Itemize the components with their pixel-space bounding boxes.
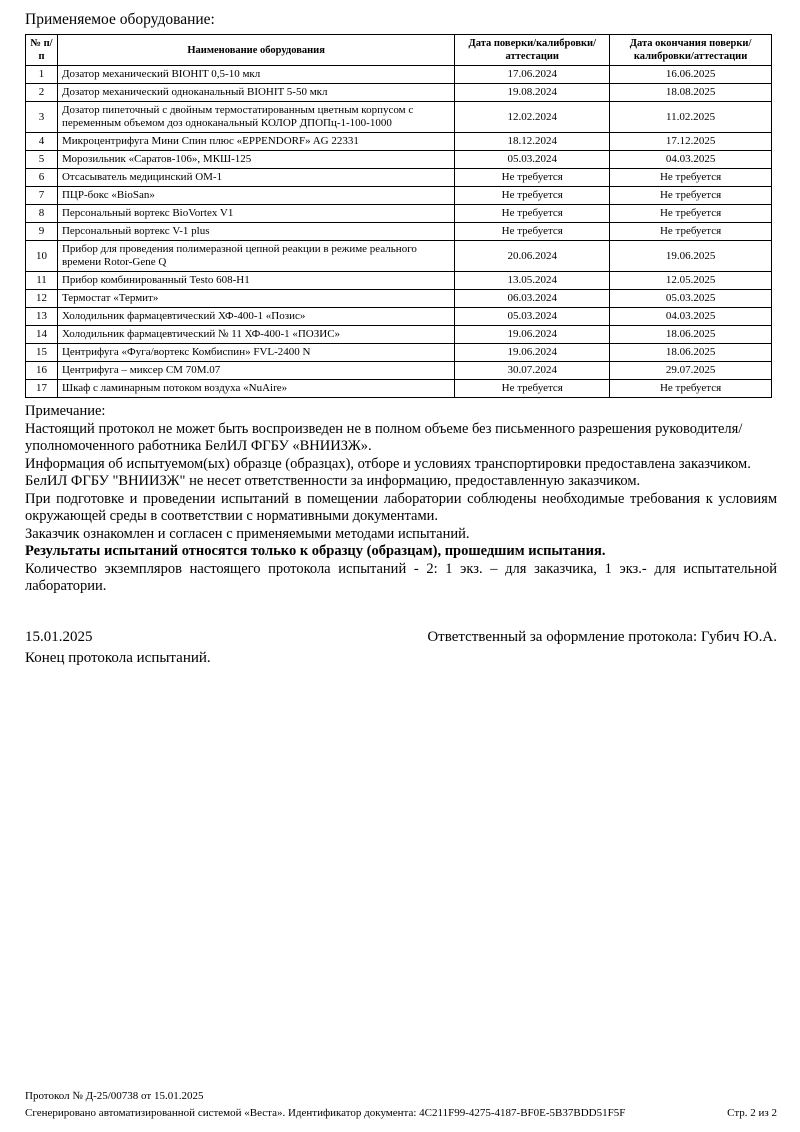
note-paragraph-results: Результаты испытаний относятся только к образцу (образцам), прошедшим испытания. [25, 543, 606, 559]
cell-end: Не требуется [610, 205, 772, 223]
table-row [26, 205, 772, 223]
table-row [26, 133, 772, 151]
cell-num: 2 [26, 84, 58, 102]
footer-protocol-number: Протокол № Д-25/00738 от 15.01.2025 [25, 1090, 204, 1102]
cell-num: 1 [26, 66, 58, 84]
cell-num: 13 [26, 308, 58, 326]
cell-end: 04.03.2025 [610, 151, 772, 169]
cell-end: 04.03.2025 [610, 308, 772, 326]
table-row [26, 187, 772, 205]
cell-num: 10 [26, 241, 58, 272]
equipment-table-body [26, 66, 772, 398]
cell-end: Не требуется [610, 169, 772, 187]
cell-end: Не требуется [610, 187, 772, 205]
table-row [26, 66, 772, 84]
cell-name: Дозатор пипеточный с двойным термостатированным цветным корпусом с переменным объемом доз одноканальный КОЛОР ДПОПц-1-100-1000 [57, 102, 454, 133]
responsible-person: Ответственный за оформление протокола: Губич Ю.А. [427, 628, 777, 645]
notes-section [25, 403, 777, 596]
cell-name: Персональный вортекс V-1 plus [57, 223, 454, 241]
col-header-verify-date: Дата поверки/калибровки/аттестации [455, 35, 610, 66]
cell-num: 3 [26, 102, 58, 133]
cell-date: 30.07.2024 [455, 362, 610, 380]
table-row [26, 151, 772, 169]
cell-end: 05.03.2025 [610, 290, 772, 308]
cell-date: 06.03.2024 [455, 290, 610, 308]
cell-name: Дозатор механический одноканальный BIOHIT 5-50 мкл [57, 84, 454, 102]
cell-name: Дозатор механический BIOHIT 0,5-10 мкл [57, 66, 454, 84]
cell-name: Шкаф с ламинарным потоком воздуха «NuAire» [57, 380, 454, 398]
table-row [26, 380, 772, 398]
cell-name: Центрифуга «Фуга/вортекс Комбиспин» FVL-2400 N [57, 344, 454, 362]
cell-end: 11.02.2025 [610, 102, 772, 133]
cell-num: 6 [26, 169, 58, 187]
page-footer [25, 1090, 777, 1120]
footer-page-number: Стр. 2 из 2 [727, 1107, 777, 1119]
cell-date: 19.06.2024 [455, 344, 610, 362]
footer-generated-text: Сгенерировано автоматизированной системой «Веста». Идентификатор документа: 4C211F99-4275-4187-BF0E-5B37BDD51F5F [25, 1107, 626, 1119]
cell-date: 12.02.2024 [455, 102, 610, 133]
table-row [26, 344, 772, 362]
table-row [26, 102, 772, 133]
cell-date: Не требуется [455, 187, 610, 205]
cell-date: Не требуется [455, 205, 610, 223]
footer-generated-row [25, 1107, 777, 1120]
cell-date: 19.06.2024 [455, 326, 610, 344]
cell-name: Отсасыватель медицинский ОМ-1 [57, 169, 454, 187]
cell-date: 13.05.2024 [455, 272, 610, 290]
cell-name: Прибор для проведения полимеразной цепной реакции в режиме реального времени Rotor-Gene Q [57, 241, 454, 272]
table-row [26, 308, 772, 326]
table-row [26, 169, 772, 187]
note-paragraph: При подготовке и проведении испытаний в помещении лаборатории соблюдены необходимые требования к условиям окружающей среды в соответствии с нормативными документами. [25, 490, 777, 524]
col-header-expiry-date: Дата окончания поверки/калибровки/аттестации [610, 35, 772, 66]
cell-num: 7 [26, 187, 58, 205]
protocol-date: 15.01.2025 [25, 628, 93, 645]
cell-num: 9 [26, 223, 58, 241]
cell-date: 18.12.2024 [455, 133, 610, 151]
cell-date: 05.03.2024 [455, 308, 610, 326]
cell-num: 8 [26, 205, 58, 223]
cell-name: ПЦР-бокс «BioSan» [57, 187, 454, 205]
equipment-table [25, 34, 772, 398]
page-title: Применяемое оборудование: [25, 11, 215, 28]
cell-name: Холодильник фармацевтический № 11 ХФ-400-1 «ПОЗИС» [57, 326, 454, 344]
cell-name: Морозильник «Саратов-106», МКШ-125 [57, 151, 454, 169]
cell-end: 19.06.2025 [610, 241, 772, 272]
cell-num: 12 [26, 290, 58, 308]
cell-date: 20.06.2024 [455, 241, 610, 272]
cell-num: 4 [26, 133, 58, 151]
cell-end: 16.06.2025 [610, 66, 772, 84]
table-row [26, 272, 772, 290]
note-paragraph: Заказчик ознакомлен и согласен с применяемыми методами испытаний. [25, 525, 470, 542]
col-header-name: Наименование оборудования [57, 35, 454, 66]
cell-num: 17 [26, 380, 58, 398]
note-paragraph: Настоящий протокол не может быть воспроизведен не в полном объеме без письменного разрешения руководителя/уполномоченного работника БелИЛ ФГБУ «ВНИИЗЖ». [25, 420, 743, 454]
table-row [26, 326, 772, 344]
cell-num: 14 [26, 326, 58, 344]
table-row [26, 223, 772, 241]
cell-end: 18.06.2025 [610, 326, 772, 344]
cell-end: 18.08.2025 [610, 84, 772, 102]
header-row [26, 35, 772, 66]
cell-num: 15 [26, 344, 58, 362]
note-paragraph: Информация об испытуемом(ых) образце (образцах), отборе и условиях транспортировки предоставлена заказчиком. БелИЛ ФГБУ "ВНИИЗЖ" не несет ответственности за информацию, предоставленную заказчиком. [25, 455, 751, 489]
cell-end: 17.12.2025 [610, 133, 772, 151]
cell-name: Прибор комбинированный Testo 608-H1 [57, 272, 454, 290]
cell-end: Не требуется [610, 380, 772, 398]
col-header-num: № п/п [26, 35, 58, 66]
cell-date: Не требуется [455, 169, 610, 187]
cell-date: Не требуется [455, 380, 610, 398]
signature-row [25, 628, 777, 647]
cell-num: 5 [26, 151, 58, 169]
table-row [26, 290, 772, 308]
cell-name: Персональный вортекс BioVortex V1 [57, 205, 454, 223]
equipment-table-header [26, 35, 772, 66]
cell-date: 05.03.2024 [455, 151, 610, 169]
table-row [26, 84, 772, 102]
cell-date: Не требуется [455, 223, 610, 241]
note-heading: Примечание: [25, 403, 106, 419]
cell-date: 17.06.2024 [455, 66, 610, 84]
cell-name: Холодильник фармацевтический ХФ-400-1 «Позис» [57, 308, 454, 326]
table-row [26, 241, 772, 272]
cell-end: 29.07.2025 [610, 362, 772, 380]
cell-name: Центрифуга – миксер СМ 70М.07 [57, 362, 454, 380]
cell-end: 18.06.2025 [610, 344, 772, 362]
note-paragraph: Количество экземпляров настоящего протокола испытаний - 2: 1 экз. – для заказчика, 1 экз.- для испытательной лаборатории. [25, 560, 777, 594]
cell-num: 16 [26, 362, 58, 380]
cell-name: Микроцентрифуга Мини Спин плюс «EPPENDORF» AG 22331 [57, 133, 454, 151]
cell-name: Термостат «Термит» [57, 290, 454, 308]
cell-end: Не требуется [610, 223, 772, 241]
table-row [26, 362, 772, 380]
end-of-protocol-line: Конец протокола испытаний. [25, 649, 211, 666]
cell-end: 12.05.2025 [610, 272, 772, 290]
cell-num: 11 [26, 272, 58, 290]
cell-date: 19.08.2024 [455, 84, 610, 102]
